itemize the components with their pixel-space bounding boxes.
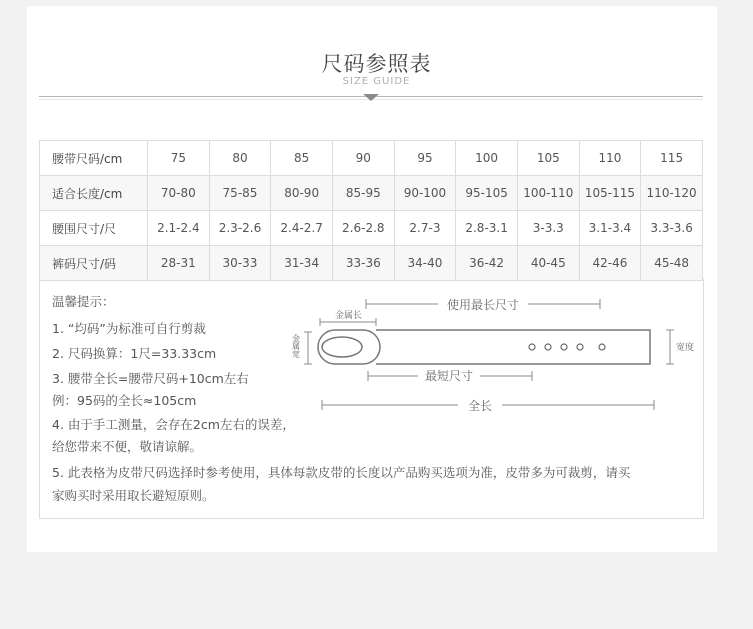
table-cell: 42-46 [579,246,641,281]
table-cell: 100 [456,141,518,176]
table-cell: 80 [209,141,271,176]
buckle-length-label: 金属长 [335,311,363,321]
table-cell: 34-40 [394,246,456,281]
notes-heading: 温馨提示： [52,294,115,309]
belt-hole-icon [577,344,583,350]
buckle-width-label: 金属宽 [291,334,301,358]
table-cell: 2.1-2.4 [148,211,210,246]
total-length-label: 全长 [467,399,493,413]
table-cell: 80-90 [271,176,333,211]
note-item: 3. 腰带全长=腰带尺码+10cm左右 [52,371,249,386]
divider-notch-icon [363,94,379,101]
note-item: 例：95码的全长≈105cm [52,393,197,408]
table-cell: 3.1-3.4 [579,211,641,246]
table-cell: 30-33 [209,246,271,281]
note-item: 4. 由于手工测量，会存在2cm左右的误差， [52,417,295,432]
row-label: 适合长度/cm [40,176,148,211]
table-cell: 105-115 [579,176,641,211]
table-cell: 2.3-2.6 [209,211,271,246]
table-cell: 110-120 [641,176,703,211]
min-length-label: 最短尺寸 [424,369,474,383]
table-cell: 2.4-2.7 [271,211,333,246]
table-cell: 31-34 [271,246,333,281]
page-subtitle: SIZE GUIDE [342,76,411,87]
table-cell: 36-42 [456,246,518,281]
table-cell: 85-95 [332,176,394,211]
buckle-width-dimension [304,332,312,364]
width-label: 宽度 [676,343,695,353]
row-label: 裤码尺寸/码 [40,246,148,281]
size-table [39,140,703,281]
table-cell: 33-36 [332,246,394,281]
belt-hole-icon [599,344,605,350]
table-cell: 45-48 [641,246,703,281]
table-cell: 28-31 [148,246,210,281]
table-cell: 100-110 [517,176,579,211]
max-length-label: 使用最长尺寸 [446,298,520,312]
table-cell: 70-80 [148,176,210,211]
table-row [40,246,703,281]
table-cell: 85 [271,141,333,176]
table-cell: 95 [394,141,456,176]
belt-strap-icon [376,330,650,364]
belt-hole-icon [529,344,535,350]
table-cell: 75 [148,141,210,176]
table-cell: 105 [517,141,579,176]
belt-hole-icon [561,344,567,350]
table-cell: 95-105 [456,176,518,211]
table-cell: 75-85 [209,176,271,211]
table-cell: 90 [332,141,394,176]
table-row [40,176,703,211]
note-item: 家购买时采用取长避短原则。 [52,488,215,503]
note-item: 给您带来不便，敬请谅解。 [52,439,203,454]
table-cell: 2.6-2.8 [332,211,394,246]
table-row [40,141,703,176]
note-item: 1. “均码”为标准可自行剪裁 [52,321,206,336]
row-label: 腰带尺码/cm [40,141,148,176]
table-cell: 3.3-3.6 [641,211,703,246]
table-cell: 90-100 [394,176,456,211]
table-cell: 2.7-3 [394,211,456,246]
table-cell: 110 [579,141,641,176]
table-cell: 40-45 [517,246,579,281]
table-cell: 2.8-3.1 [456,211,518,246]
table-cell: 3-3.3 [517,211,579,246]
belt-hole-icon [545,344,551,350]
belt-diagram [288,296,708,426]
note-item: 5. 此表格为皮带尺码选择时参考使用，具体每款皮带的长度以产品购买选项为准，皮带多为可裁剪，请买 [52,465,631,480]
width-dimension [666,330,674,364]
table-row [40,211,703,246]
page-title: 尺码参照表 [321,52,432,76]
table-cell: 115 [641,141,703,176]
note-item: 2. 尺码换算：1尺=33.33cm [52,346,217,361]
row-label: 腰围尺寸/尺 [40,211,148,246]
buckle-inner-icon [322,337,362,357]
